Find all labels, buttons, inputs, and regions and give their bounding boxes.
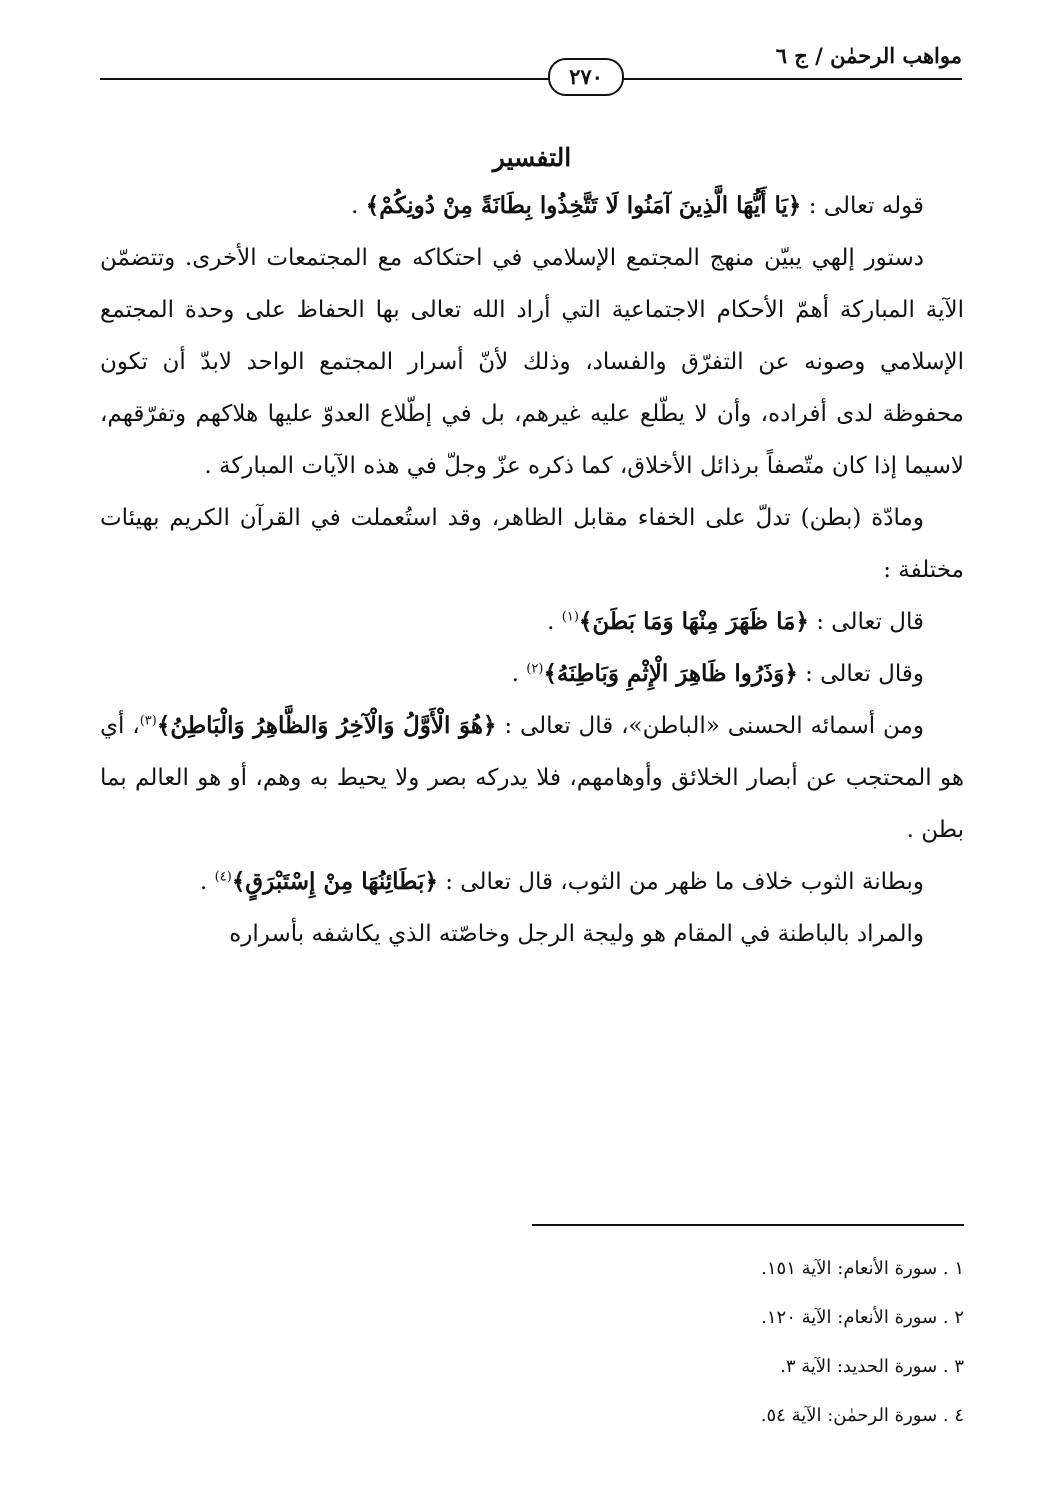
quote-1 — [100, 596, 964, 648]
paragraph-5: والمراد بالباطنة في المقام هو وليجة الرجل وخاصّته الذي يكاشفه بأسراره — [229, 921, 924, 947]
verse-intro-tail: . — [351, 193, 366, 219]
paragraph-4 — [100, 856, 964, 908]
paragraph-4-verse: ﴿بَطَائِنُهَا مِنْ إِسْتَبْرَقٍ﴾ — [231, 868, 438, 895]
verse-intro — [100, 180, 964, 232]
quote-1-lead: قال تعالى : — [808, 609, 924, 635]
paragraph-3-verse: ﴿هُوَ الْأَوَّلُ وَالْآخِرُ وَالظَّاهِرُ وَالْبَاطِنُ﴾ — [156, 712, 497, 739]
paragraph-4-lead: وبطانة الثوب خلاف ما ظهر من الثوب، قال تعالى : — [437, 869, 924, 895]
section-title: التفسير — [492, 143, 572, 172]
main-text — [100, 136, 964, 960]
footnote-2: ٢ . سورة الأنعام: الآية ١٢٠. — [761, 1307, 964, 1328]
paragraph-4-tail: . — [200, 869, 215, 895]
running-title: مواهب الرحمٰن / ج ٦ — [768, 40, 962, 72]
quote-1-verse: ﴿مَا ظَهَرَ مِنْهَا وَمَا بَطَنَ﴾ — [578, 608, 809, 635]
footnote-1: ١ . سورة الأنعام: الآية ١٥١. — [761, 1258, 964, 1279]
paragraph-2: ومادّة (بطن) تدلّ على الخفاء مقابل الظاهر، وقد استُعملت في القرآن الكريم بهيئات مختلفة : — [100, 505, 964, 583]
quote-2-lead: وقال تعالى : — [797, 661, 924, 687]
quote-2-tail: . — [511, 661, 527, 687]
footnote-separator — [532, 1224, 964, 1226]
footnote-ref-1[interactable]: (١) — [561, 609, 579, 625]
footnote-ref-2[interactable]: (٢) — [526, 661, 544, 677]
verse-intro-lead: قوله تعالى : — [801, 193, 924, 219]
footnote-ref-4[interactable]: (٤) — [214, 869, 232, 885]
paragraph-1: دستور إلهي يبيّن منهج المجتمع الإسلامي في احتكاكه مع المجتمعات الأخرى. وتتضمّن الآية المباركة أهمّ الأحكام الاجتماعية التي أراد الله تعالى بها الحفاظ على وحدة المجتمع الإسلامي وصونه عن التفرّق والفساد، وذلك لأنّ أسرار المجتمع الواحد لابدّ أن تكون محفوظة لدى أفراده، وأن لا يطّلع عليه غيرهم، بل في إطّلاع العدوّ عليها هلاكهم وتفرّقهم، لاسيما إذا كان متّصفاً برذائل الأخلاق، كما ذكره عزّ وجلّ في هذه الآيات المباركة . — [100, 245, 964, 479]
header-rule — [100, 78, 962, 80]
quote-2 — [100, 648, 964, 700]
footnote-3: ٣ . سورة الحديد: الآية ٣. — [780, 1356, 964, 1377]
footnote-4: ٤ . سورة الرحمٰن: الآية ٥٤. — [760, 1405, 964, 1426]
paragraph-3 — [100, 700, 964, 856]
quote-1-tail: . — [547, 609, 562, 635]
paragraph-3-tail: ، أي هو المحتجب عن أبصار الخلائق وأوهامهم، فلا يدركه بصر ولا يحيط به وهم، أو هو العالم بما بطن . — [100, 713, 964, 843]
quran-verse: ﴿يَا أَيُّهَا الَّذِينَ آمَنُوا لَا تَتَّخِذُوا بِطَانَةً مِنْ دُونِكُمْ﴾ — [365, 192, 802, 219]
page-header — [100, 40, 962, 100]
footnotes — [464, 1244, 964, 1440]
paragraph-3-lead: ومن أسمائه الحسنى «الباطن»، قال تعالى : — [496, 713, 924, 739]
page-number: ٢٧٠ — [548, 58, 624, 96]
footnote-ref-3[interactable]: (٣) — [139, 713, 157, 729]
quote-2-verse: ﴿وَذَرُوا ظَاهِرَ الْإِثْمِ وَبَاطِنَهُ﴾ — [543, 660, 798, 687]
